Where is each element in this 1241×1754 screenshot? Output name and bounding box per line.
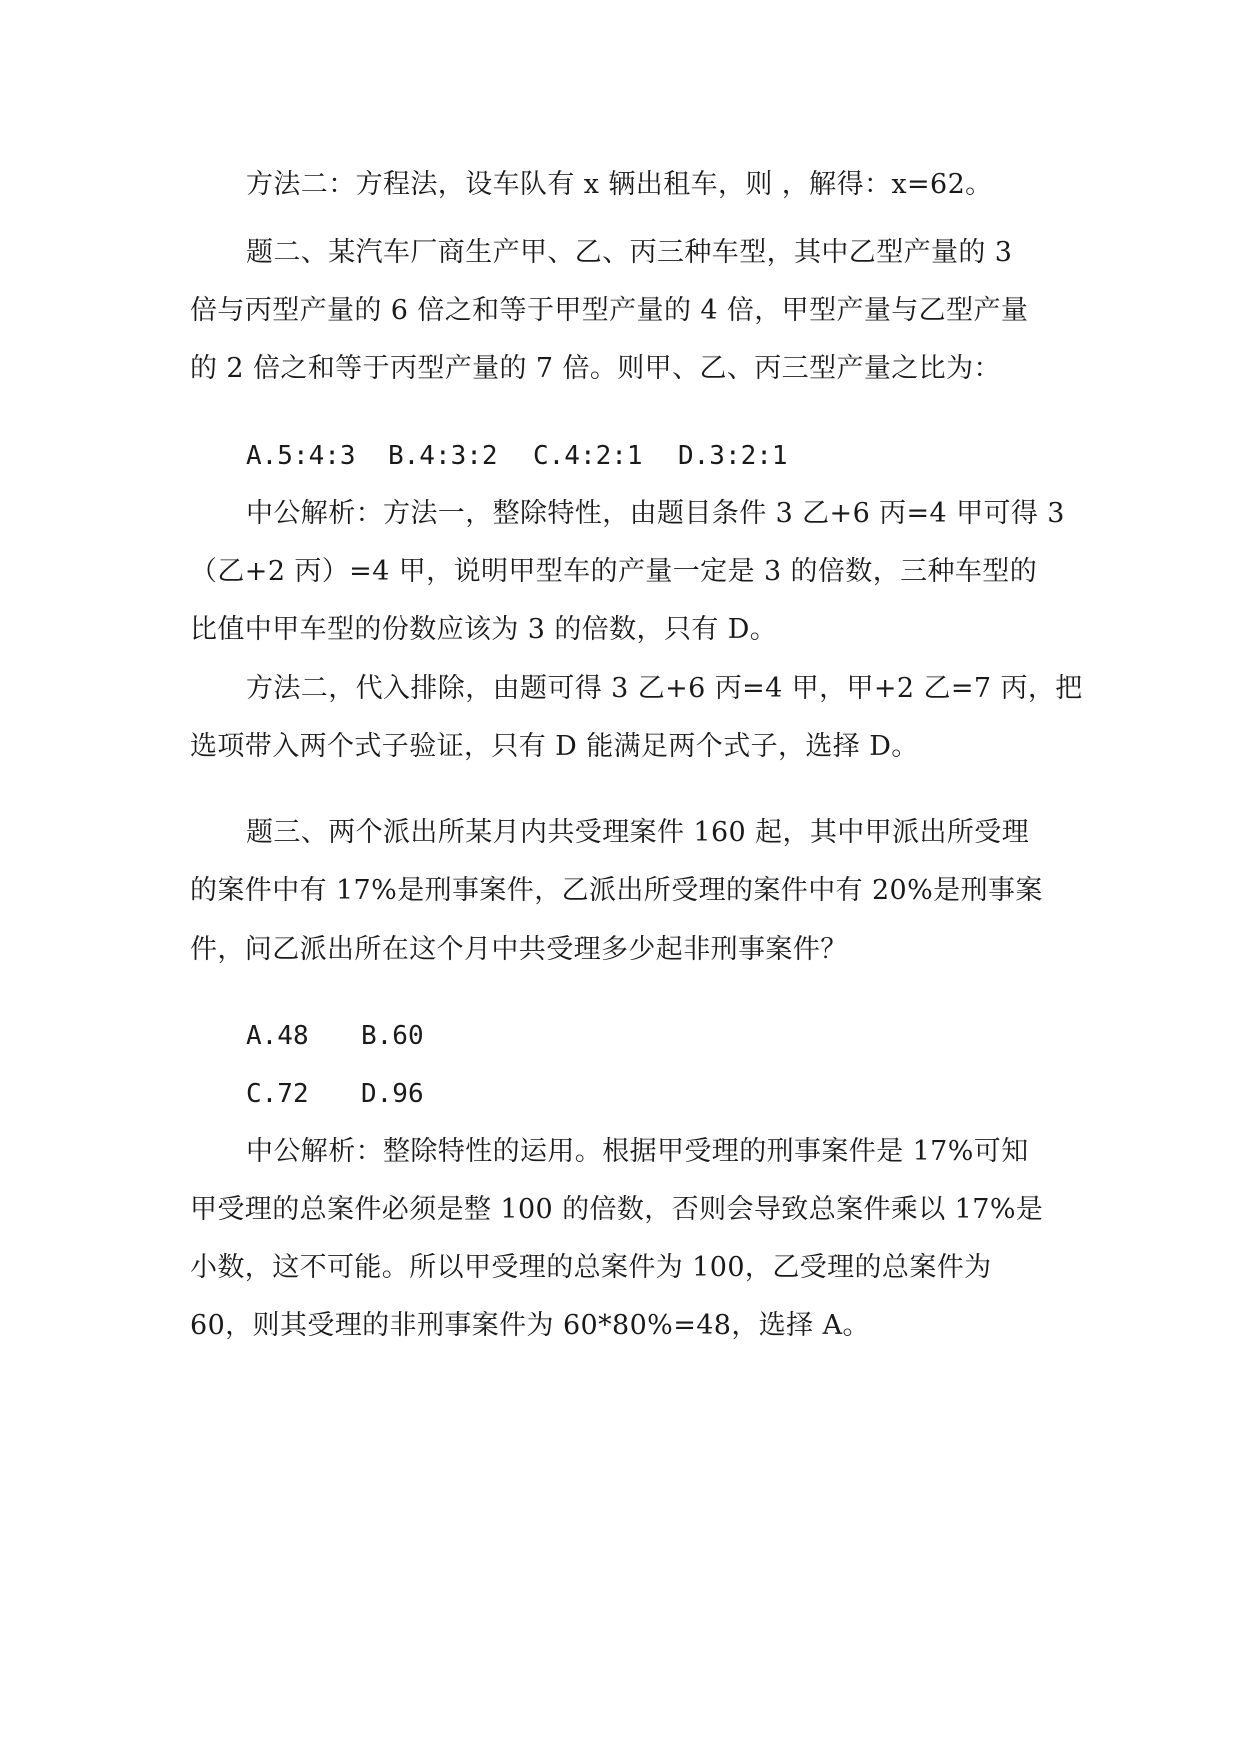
- q2-line-1: 题二、某汽车厂商生产甲、乙、丙三种车型，其中乙型产量的 3: [246, 237, 1013, 268]
- q2-method2-line-2: 选项带入两个式子验证，只有 D 能满足两个式子，选择 D。: [190, 731, 919, 762]
- q2-analysis-line-1: 中公解析：方法一，整除特性，由题目条件 3 乙+6 丙=4 甲可得 3: [246, 498, 1065, 529]
- q3-line-2: 的案件中有 17%是刑事案件，乙派出所受理的案件中有 20%是刑事案: [190, 875, 1043, 906]
- q2-option-a: A.5:4:3: [246, 441, 356, 471]
- q2-line-3: 的 2 倍之和等于丙型产量的 7 倍。则甲、乙、丙三型产量之比为：: [190, 353, 1001, 384]
- q2-analysis-line-2: （乙+2 丙）=4 甲，说明甲型车的产量一定是 3 的倍数，三种车型的: [190, 556, 1038, 587]
- method2-equation-line: 方法二：方程法，设车队有 x 辆出租车，则 ，解得：x=62。: [246, 169, 993, 200]
- q3-line-1: 题三、两个派出所某月内共受理案件 160 起，其中甲派出所受理: [246, 817, 1030, 848]
- q2-analysis-line-3: 比值中甲车型的份数应该为 3 的倍数，只有 D。: [190, 614, 778, 645]
- q2-option-b: B.4:3:2: [388, 441, 498, 471]
- q3-option-c: C.72: [246, 1079, 309, 1109]
- q3-analysis-line-4: 60，则其受理的非刑事案件为 60*80%=48，选择 A。: [190, 1310, 870, 1341]
- q3-option-a: A.48: [246, 1021, 309, 1051]
- q2-method2-line-1: 方法二，代入排除，由题可得 3 乙+6 丙=4 甲，甲+2 乙=7 丙，把: [246, 673, 1083, 704]
- q3-option-d: D.96: [361, 1079, 424, 1109]
- q2-line-2: 倍与丙型产量的 6 倍之和等于甲型产量的 4 倍，甲型产量与乙型产量: [190, 295, 1029, 326]
- q3-analysis-line-1: 中公解析：整除特性的运用。根据甲受理的刑事案件是 17%可知: [246, 1136, 1029, 1167]
- q3-option-b: B.60: [361, 1021, 424, 1051]
- q2-option-c: C.4:2:1: [533, 441, 643, 471]
- q3-analysis-line-3: 小数，这不可能。所以甲受理的总案件为 100，乙受理的总案件为: [190, 1252, 992, 1283]
- q3-analysis-line-2: 甲受理的总案件必须是整 100 的倍数，否则会导致总案件乘以 17%是: [190, 1194, 1044, 1225]
- q2-option-d: D.3:2:1: [678, 441, 788, 471]
- q3-line-3: 件，问乙派出所在这个月中共受理多少起非刑事案件？: [190, 934, 848, 965]
